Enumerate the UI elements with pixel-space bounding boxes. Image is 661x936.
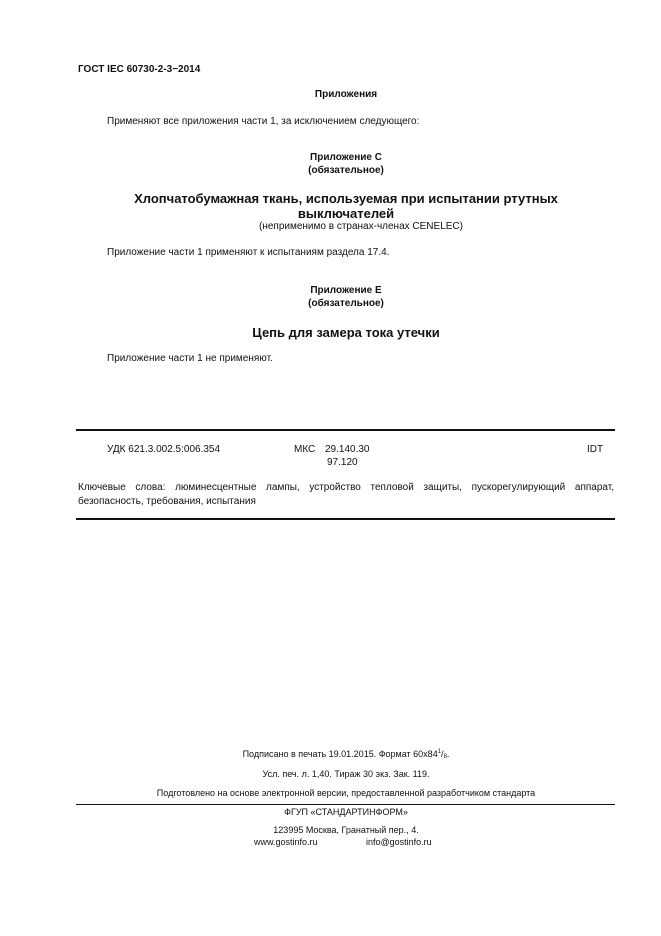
standard-id: ГОСТ IEC 60730-2-3−2014 bbox=[78, 64, 201, 75]
imprint-rule bbox=[76, 804, 615, 805]
publisher-address: 123995 Москва, Гранатный пер., 4. bbox=[273, 825, 419, 835]
annex-e-title: Цепь для замера тока утечки bbox=[252, 325, 440, 340]
annex-c-label: Приложение C bbox=[310, 152, 382, 163]
top-rule bbox=[76, 429, 615, 431]
annex-e-label: Приложение E bbox=[310, 285, 382, 296]
appendices-intro: Применяют все приложения части 1, за исключением следующего: bbox=[107, 116, 420, 127]
signed-suffix: . bbox=[446, 749, 450, 759]
print-sheets: Усл. печ. л. 1,40. Тираж 30 экз. Зак. 119. bbox=[262, 769, 430, 779]
publisher-email[interactable]: info@gostinfo.ru bbox=[366, 837, 432, 847]
signed-prefix: Подписано в печать 19.01.2015. Формат 60x84 bbox=[242, 749, 438, 759]
format-numerator: 1 bbox=[437, 749, 442, 755]
annex-c-title-line2: выключателей bbox=[297, 206, 395, 221]
format-denominator: 8 bbox=[443, 754, 447, 760]
idt-label: IDT bbox=[587, 444, 604, 455]
mks-code-1: 29.140.30 bbox=[325, 444, 370, 455]
annex-e-status: (обязательное) bbox=[308, 298, 384, 309]
annex-c-title-line1: Хлопчатобумажная ткань, используемая при испытании ртутных bbox=[134, 191, 558, 206]
prepared-note: Подготовлено на основе электронной версии, предоставленной разработчиком стандарта bbox=[156, 788, 536, 798]
publisher-website[interactable]: www.gostinfo.ru bbox=[254, 837, 318, 847]
bottom-rule bbox=[76, 518, 615, 520]
udk-code: УДК 621.3.002.5:006.354 bbox=[107, 444, 221, 455]
signed-to-print: Подписано в печать 19.01.2015. Формат $60x84^1/_8$. bbox=[242, 749, 450, 760]
annex-c-note: (неприменимо в странах-членах CENELEC) bbox=[259, 221, 463, 232]
keywords: Ключевые слова: люминесцентные лампы, устройство тепловой защиты, пускорегулирующий аппарат, безопасность, требования, испытания bbox=[78, 482, 614, 507]
appendices-title: Приложения bbox=[314, 89, 378, 100]
mks-label: МКС bbox=[294, 444, 316, 455]
publisher-name: ФГУП «СТАНДАРТИНФОРМ» bbox=[284, 807, 408, 817]
annex-e-text: Приложение части 1 не применяют. bbox=[107, 353, 273, 364]
mks-code-2: 97.120 bbox=[327, 457, 358, 468]
annex-c-status: (обязательное) bbox=[308, 165, 384, 176]
annex-c-text: Приложение части 1 применяют к испытаниям раздела 17.4. bbox=[107, 247, 390, 258]
